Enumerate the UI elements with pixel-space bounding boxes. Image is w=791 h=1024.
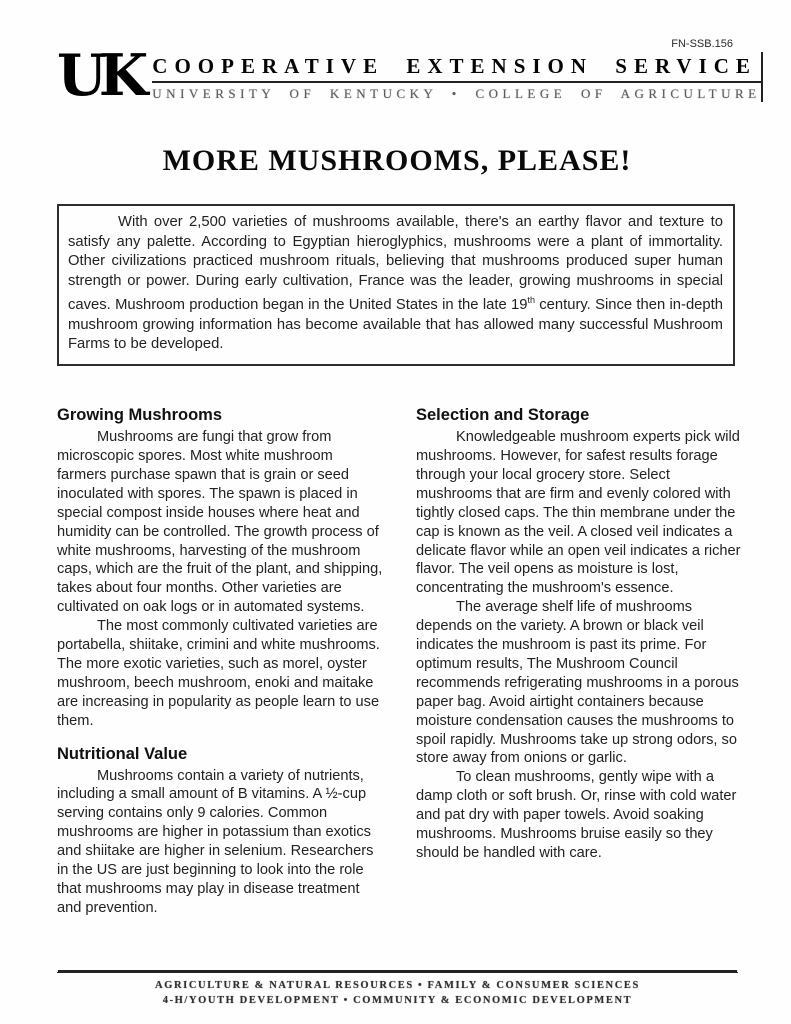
intro-text-pre: With over 2,500 varieties of mushrooms available, there's an earthy flavor and texture to satisfy any palette. According to Egyptian hieroglyphics, mushrooms were a plant of immortality. Other civilizations practiced mushroom rituals, believing that mushrooms produced super human strength or power. During early cultivation, France was the leader, growing mushrooms in special caves. Mushroom production began in the United States in the late 19 (68, 214, 723, 314)
footer-line-1: AGRICULTURE & NATURAL RESOURCES • FAMILY & CONSUMER SCIENCES (155, 980, 640, 991)
left-column (57, 406, 385, 918)
intro-text-post: century. Since then in-depth mushroom growing information has become available that has allowed many successful Mushroom Farms to be developed. (68, 297, 723, 353)
masthead-text (152, 52, 762, 102)
publication-code: FN-SSB.156 (671, 38, 733, 50)
heading-growing-mushrooms: Growing Mushrooms (57, 406, 222, 425)
masthead-service-line: COOPERATIVE EXTENSION SERVICE (152, 54, 760, 83)
intro-box (57, 204, 735, 366)
growing-mushrooms-paragraph-2: The most commonly cultivated varieties are portabella, shiitake, crimini and white mushrooms. The more exotic varieties, such as morel, oyster mushroom, beech mushroom, enoki and maitake are increasing in popularity as people learn to use them. (57, 618, 380, 729)
two-column-body (57, 406, 741, 918)
uk-logo: UK (57, 42, 141, 109)
footer-line-2: 4-H/YOUTH DEVELOPMENT • COMMUNITY & ECONOMIC DEVELOPMENT (162, 995, 633, 1006)
selection-storage-paragraph-3: To clean mushrooms, gently wipe with a damp cloth or soft brush. Or, rinse with cold water and pat dry with paper towels. Avoid soaking mushrooms. Mushrooms bruise easily so they should be handled with care. (416, 769, 737, 862)
extension-program-footer (57, 972, 738, 1008)
intro-superscript: th (527, 295, 535, 306)
selection-storage-paragraph-1: Knowledgeable mushroom experts pick wild mushrooms. However, for safest results forage through your local grocery store. Select mushrooms that are firm and evenly colored with tightly closed caps. The thin membrane under the cap is known as the veil. A closed veil indicates a delicate flavor while an open veil indicates a richer flavor. The veil opens as moisture is lost, concentrating the mushroom's essence. (416, 429, 741, 597)
heading-selection-and-storage: Selection and Storage (416, 406, 590, 425)
growing-mushrooms-paragraph-1: Mushrooms are fungi that grow from microscopic spores. Most white mushroom farmers purchase spawn that is grain or seed inoculated with spores. The spawn is placed in special compost inside houses where heat and humidity can be controlled. The growth process of white mushrooms, harvesting of the mushroom caps, which are the fruit of the plant, and shipping, takes about four months. Other varieties are cultivated on oak logs or in automated systems. (57, 429, 383, 616)
masthead-university-line: UNIVERSITY OF KENTUCKY • COLLEGE OF AGRICULTURE (152, 86, 761, 101)
right-column (416, 406, 741, 918)
heading-nutritional-value: Nutritional Value (57, 744, 188, 763)
intro-paragraph (68, 213, 723, 355)
selection-storage-paragraph-2: The average shelf life of mushrooms depends on the variety. A brown or black veil indicates the mushroom is past its prime. For optimum results, The Mushroom Council recommends refrigerating mushrooms in a porous paper bag. Avoid airtight containers because moisture condensation causes the mushrooms to spoil rapidly. Mushrooms take up strong odors, so store away from onions or garlic. (416, 599, 739, 767)
nutritional-value-paragraph-1: Mushrooms contain a variety of nutrients, including a small amount of B vitamins. A ½-cup serving contains only 9 calories. Common mushrooms are higher in potassium than exotics and shiitake are higher in selenium. Researchers in the US are just beginning to look into the role that mushrooms may play in disease treatment and prevention. (57, 767, 374, 916)
page-title: MORE MUSHROOMS, PLEASE! (162, 144, 632, 177)
